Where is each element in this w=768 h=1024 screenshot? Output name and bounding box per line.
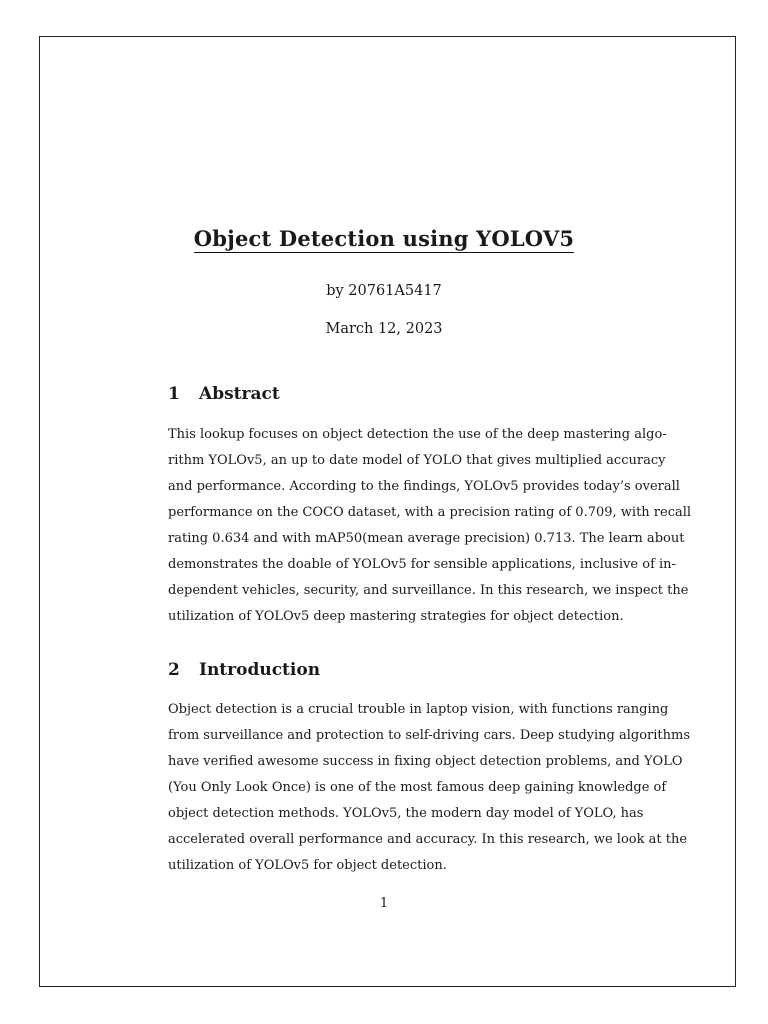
section-number: 1 bbox=[168, 384, 180, 404]
text-line: dependent vehicles, security, and surveillance. In this research, we inspect the bbox=[168, 583, 689, 598]
text-line: and performance. According to the findings, YOLOv5 provides today’s overall bbox=[168, 479, 680, 494]
section-number: 2 bbox=[168, 660, 180, 680]
text-line: rithm YOLOv5, an up to date model of YOLO that gives multiplied accuracy bbox=[168, 453, 666, 468]
text-line: Object detection is a crucial trouble in laptop vision, with functions ranging bbox=[168, 702, 669, 717]
text-line: accelerated overall performance and accuracy. In this research, we look at the bbox=[168, 832, 688, 847]
text-line: object detection methods. YOLOv5, the modern day model of YOLO, has bbox=[168, 806, 644, 821]
section-title: Abstract bbox=[199, 384, 280, 404]
section-title: Introduction bbox=[199, 660, 321, 680]
text-line: have verified awesome success in fixing object detection problems, and YOLO bbox=[168, 754, 683, 769]
date-line: March 12, 2023 bbox=[325, 321, 443, 337]
text-line: utilization of YOLOv5 for object detection. bbox=[168, 858, 447, 873]
text-line: (You Only Look Once) is one of the most famous deep gaining knowledge of bbox=[168, 780, 667, 795]
text-line: utilization of YOLOv5 deep mastering strategies for object detection. bbox=[168, 609, 624, 624]
text-line: rating 0.634 and with mAP50(mean average precision) 0.713. The learn about bbox=[168, 531, 685, 546]
abstract-paragraph bbox=[168, 422, 692, 630]
introduction-paragraph bbox=[168, 697, 691, 879]
page-number: 1 bbox=[379, 896, 389, 911]
section-heading-abstract bbox=[168, 384, 280, 404]
text-line: from surveillance and protection to self-driving cars. Deep studying algorithms bbox=[168, 728, 691, 743]
paper-title: Object Detection using YOLOV5 bbox=[193, 226, 575, 251]
text-line: demonstrates the doable of YOLOv5 for sensible applications, inclusive of in- bbox=[168, 557, 676, 572]
paper-title-block bbox=[0, 226, 768, 253]
text-line: This lookup focuses on object detection the use of the deep mastering algo- bbox=[168, 427, 667, 442]
author-line: by 20761A5417 bbox=[326, 283, 442, 299]
text-line: performance on the COCO dataset, with a precision rating of 0.709, with recall bbox=[168, 505, 692, 520]
section-heading-introduction bbox=[168, 660, 320, 680]
